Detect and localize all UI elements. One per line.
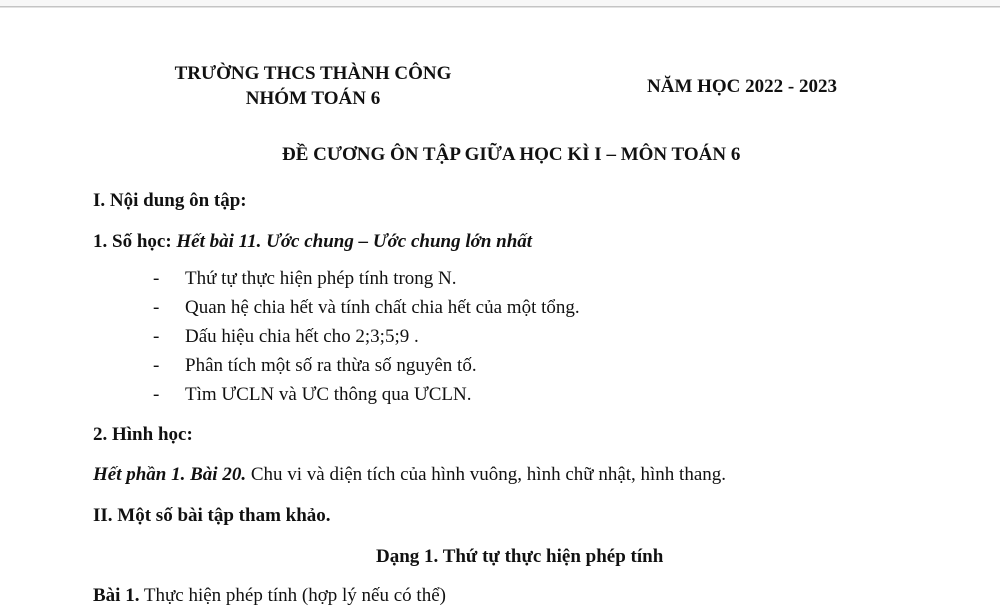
arithmetic-heading (93, 231, 532, 253)
list-item (153, 380, 580, 409)
section-1-heading: I. Nội dung ôn tập: (93, 190, 247, 211)
list-item (153, 264, 580, 293)
section-2-heading: II. Một số bài tập tham khảo. (93, 505, 331, 526)
list-item (153, 293, 580, 322)
list-item (153, 322, 580, 351)
list-item-text: Thứ tự thực hiện phép tính trong N. (185, 268, 457, 289)
dash-bullet-icon: - (153, 326, 160, 347)
document-title: ĐỀ CƯƠNG ÔN TẬP GIỮA HỌC KÌ I – MÔN TOÁN 6 (282, 144, 741, 165)
list-item-text: Quan hệ chia hết và tính chất chia hết của một tổng. (185, 297, 580, 318)
exercise-1-text: Thực hiện phép tính (hợp lý nếu có thể) (139, 585, 446, 606)
school-header (163, 61, 463, 111)
list-item (153, 351, 580, 380)
list-item-text: Dấu hiệu chia hết cho 2;3;5;9 . (185, 326, 419, 347)
list-item-text: Phân tích một số ra thừa số nguyên tố. (185, 355, 477, 376)
dash-bullet-icon: - (153, 268, 160, 289)
dash-bullet-icon: - (153, 384, 160, 405)
school-year: NĂM HỌC 2022 - 2023 (647, 76, 837, 97)
arithmetic-scope: Hết bài 11. Ước chung – Ước chung lớn nhất (176, 231, 533, 252)
dash-bullet-icon: - (153, 355, 160, 376)
geometry-scope-line (93, 464, 726, 486)
arithmetic-topic-list (153, 264, 580, 409)
geometry-scope: Hết phần 1. Bài 20. (93, 464, 247, 485)
viewer-top-border (0, 0, 1000, 7)
geometry-heading: 2. Hình học: (93, 424, 193, 445)
geometry-description: Chu vi và diện tích của hình vuông, hình chữ nhật, hình thang. (246, 464, 727, 485)
list-item-text: Tìm ƯCLN và ƯC thông qua ƯCLN. (185, 384, 472, 405)
arithmetic-label: 1. Số học: (93, 231, 177, 252)
school-name: TRƯỜNG THCS THÀNH CÔNG (174, 63, 452, 84)
exercise-1-label: Bài 1. (93, 585, 140, 606)
form-1-title: Dạng 1. Thứ tự thực hiện phép tính (376, 546, 664, 567)
group-name: NHÓM TOÁN 6 (245, 88, 381, 109)
dash-bullet-icon: - (153, 297, 160, 318)
